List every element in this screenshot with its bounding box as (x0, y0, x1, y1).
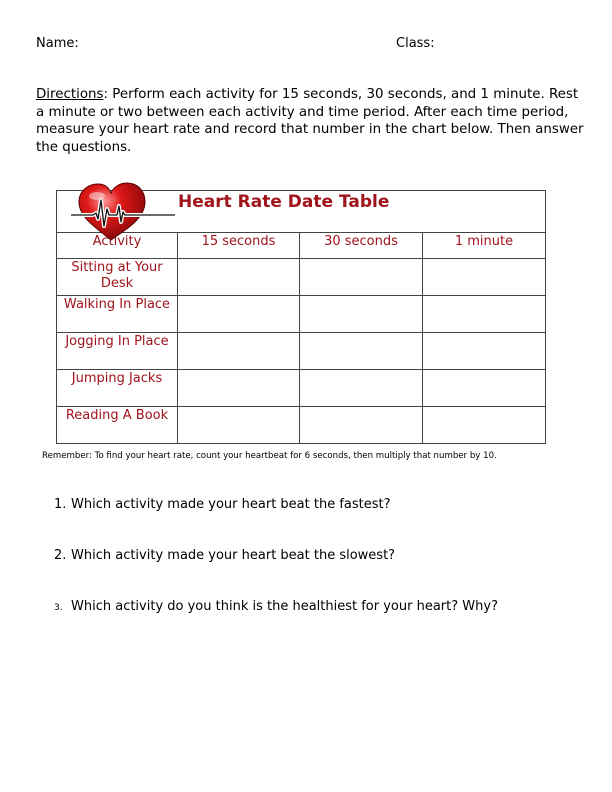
value-cell-15-seconds[interactable] (178, 333, 300, 370)
question-text: Which activity do you think is the healthiest for your heart? Why? (71, 599, 498, 614)
activity-label: Jogging In Place (57, 333, 178, 370)
column-header-30-seconds: 30 seconds (300, 233, 423, 259)
value-cell-1-minute[interactable] (423, 370, 546, 407)
table-row (57, 333, 546, 370)
value-cell-1-minute[interactable] (423, 333, 546, 370)
question-number: 1. (54, 497, 67, 512)
table-title: Heart Rate Date Table (178, 192, 390, 212)
question-text: Which activity made your heart beat the slowest? (71, 548, 396, 563)
table-row (57, 407, 546, 444)
directions-paragraph (36, 86, 584, 156)
column-header-1-minute: 1 minute (423, 233, 546, 259)
table-row (57, 259, 546, 296)
value-cell-1-minute[interactable] (423, 259, 546, 296)
name-label: Name: (36, 36, 79, 51)
question-2 (54, 548, 395, 563)
value-cell-30-seconds[interactable] (300, 370, 423, 407)
question-number: 3. (54, 603, 63, 613)
class-label: Class: (396, 36, 435, 51)
value-cell-30-seconds[interactable] (300, 296, 423, 333)
value-cell-15-seconds[interactable] (178, 259, 300, 296)
table-title-cell (57, 191, 546, 233)
activity-label: Walking In Place (57, 296, 178, 333)
heart-with-ekg-line-icon (67, 182, 179, 242)
question-number: 2. (54, 548, 67, 563)
value-cell-30-seconds[interactable] (300, 259, 423, 296)
activity-label: Sitting at Your Desk (57, 259, 178, 296)
column-header-activity: Activity (57, 233, 178, 259)
value-cell-30-seconds[interactable] (300, 333, 423, 370)
value-cell-15-seconds[interactable] (178, 407, 300, 444)
heart-rate-table (56, 190, 546, 444)
directions-text: : Perform each activity for 15 seconds, 30 seconds, and 1 minute. Rest a minute or two between each activity and time period. After each time period, measure your heart rate and record that number in the chart below. Then answer the questions. (36, 87, 584, 155)
activity-label: Reading A Book (57, 407, 178, 444)
activity-label: Jumping Jacks (57, 370, 178, 407)
question-text: Which activity made your heart beat the fastest? (71, 497, 391, 512)
heart-rate-note: Remember: To find your heart rate, count your heartbeat for 6 seconds, then multiply that number by 10. (42, 451, 497, 461)
value-cell-30-seconds[interactable] (300, 407, 423, 444)
table-row (57, 370, 546, 407)
value-cell-1-minute[interactable] (423, 296, 546, 333)
value-cell-15-seconds[interactable] (178, 370, 300, 407)
question-1 (54, 497, 391, 512)
value-cell-1-minute[interactable] (423, 407, 546, 444)
value-cell-15-seconds[interactable] (178, 296, 300, 333)
directions-lead: Directions (36, 87, 104, 102)
table-row (57, 296, 546, 333)
column-header-15-seconds: 15 seconds (178, 233, 300, 259)
question-3 (54, 599, 498, 614)
